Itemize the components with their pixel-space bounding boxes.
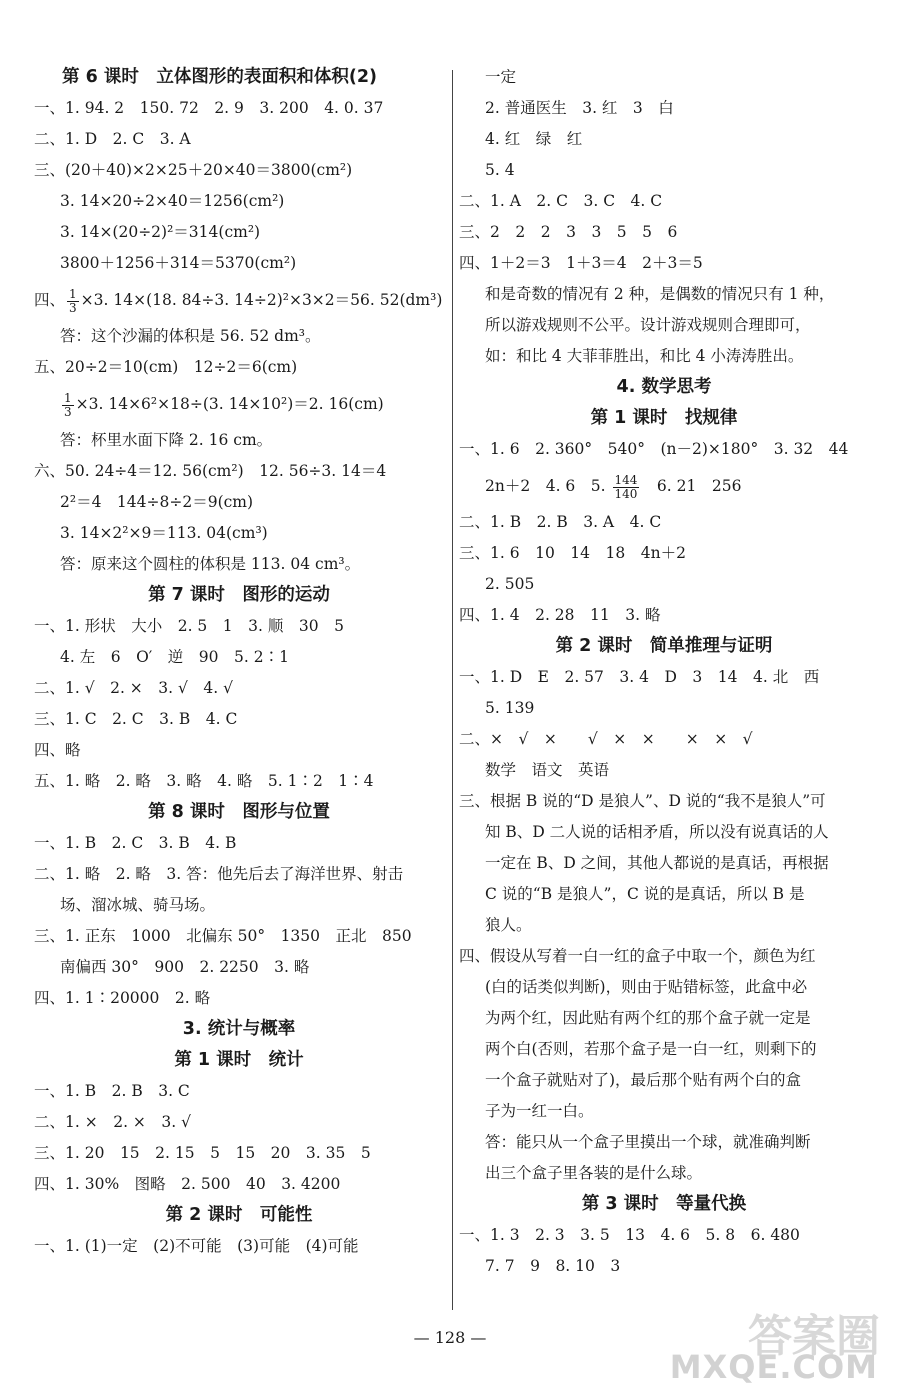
answer-line: 3. 14×20÷2×40＝1256(cm²) bbox=[60, 192, 285, 210]
answer-line: 一、1. (1)一定 (2)不可能 (3)可能 (4)可能 bbox=[34, 1237, 359, 1255]
answer-line: 一、1. 3 2. 3 3. 5 13 4. 6 5. 8 6. 480 bbox=[459, 1226, 800, 1244]
answer-line: 一定 bbox=[485, 68, 517, 86]
answer-line: 三、1. 正东 1000 北偏东 50° 1350 正北 850 bbox=[34, 927, 412, 945]
answer-line bbox=[459, 465, 869, 507]
line-text: 6. 21 256 bbox=[641, 477, 742, 495]
section-heading: 第 8 课时 图形与位置 bbox=[148, 802, 330, 822]
section-heading: 第 1 课时 找规律 bbox=[590, 408, 738, 428]
answer-line: 4. 左 6 O′ 逆 90 5. 2∶1 bbox=[60, 648, 289, 666]
answer-line: 二、× √ × √ × × × × √ bbox=[459, 730, 753, 748]
section-heading: 第 6 课时 立体图形的表面积和体积(2) bbox=[62, 67, 378, 87]
answer-line: 六、50. 24÷4＝12. 56(cm²) 12. 56÷3. 14＝4 bbox=[34, 462, 387, 480]
answer-line: 四、假设从写着一白一红的盒子中取一个，颜色为红 bbox=[459, 947, 816, 965]
answer-line: (白的话类似判断)，则由于贴错标签，此盒中必 bbox=[485, 978, 808, 996]
answer-line: 三、1. C 2. C 3. B 4. C bbox=[34, 710, 238, 728]
column-divider bbox=[452, 70, 453, 1310]
answer-line: C 说的“B 是狼人”，C 说的是真话，所以 B 是 bbox=[485, 885, 805, 903]
answer-line: 答：这个沙漏的体积是 56. 52 dm³。 bbox=[60, 327, 321, 345]
answer-line: 2. 普通医生 3. 红 3 白 bbox=[485, 99, 674, 117]
line-prefix: 四、 bbox=[34, 291, 66, 309]
fraction-denominator: 140 bbox=[614, 486, 638, 501]
answer-line: 一、1. B 2. B 3. C bbox=[34, 1082, 190, 1100]
answer-line: 场、溜冰城、骑马场。 bbox=[60, 896, 216, 914]
section-heading: 第 1 课时 统计 bbox=[174, 1050, 304, 1070]
answer-line: 二、1. 略 2. 略 3. 答：他先后去了海洋世界、射击 bbox=[34, 865, 404, 883]
answer-line: 和是奇数的情况有 2 种，是偶数的情况只有 1 种， bbox=[485, 285, 835, 303]
answer-line: 二、1. B 2. B 3. A 4. C bbox=[459, 513, 662, 531]
answer-line: 2²＝4 144÷8÷2＝9(cm) bbox=[60, 493, 254, 511]
answer-line: 一、1. B 2. C 3. B 4. B bbox=[34, 834, 237, 852]
left-column bbox=[34, 62, 444, 1262]
answer-line: 四、1. 4 2. 28 11 3. 略 bbox=[459, 606, 661, 624]
fraction bbox=[613, 474, 640, 501]
fraction-numerator: 1 bbox=[64, 390, 72, 405]
answer-line: 5. 4 bbox=[485, 161, 515, 179]
answer-line: 三、1. 20 15 2. 15 5 15 20 3. 35 5 bbox=[34, 1144, 371, 1162]
answer-line: 三、根据 B 说的“D 是狼人”、D 说的“我不是狼人”可 bbox=[459, 792, 826, 810]
answer-line: 两个白(否则，若那个盒子是一白一红，则剩下的 bbox=[485, 1040, 817, 1058]
section-heading: 第 2 课时 简单推理与证明 bbox=[555, 636, 773, 656]
line-text: ×3. 14×6²×18÷(3. 14×10²)＝2. 16(cm) bbox=[75, 395, 384, 413]
answer-line: 四、1. 30% 图略 2. 500 40 3. 4200 bbox=[34, 1175, 341, 1193]
right-column bbox=[459, 62, 869, 1282]
answer-line: 答：原来这个圆柱的体积是 113. 04 cm³。 bbox=[60, 555, 361, 573]
fraction-denominator: 3 bbox=[69, 300, 77, 315]
watermark-url: MXQE.COM bbox=[669, 1348, 878, 1386]
answer-line: 5. 139 bbox=[485, 699, 535, 717]
answer-line: 一、1. 形状 大小 2. 5 1 3. 顺 30 5 bbox=[34, 617, 344, 635]
answer-line: 3. 14×2²×9＝113. 04(cm³) bbox=[60, 524, 268, 542]
answer-line: 五、20÷2＝10(cm) 12÷2＝6(cm) bbox=[34, 358, 298, 376]
answer-line: 7. 7 9 8. 10 3 bbox=[485, 1257, 621, 1275]
answer-line: 四、1＋2＝3 1＋3＝4 2＋3＝5 bbox=[459, 254, 703, 272]
answer-line: 二、1. A 2. C 3. C 4. C bbox=[459, 192, 663, 210]
answer-line: 数学 语文 英语 bbox=[485, 761, 610, 779]
fraction-numerator: 1 bbox=[69, 286, 77, 301]
answer-line: 二、1. D 2. C 3. A bbox=[34, 130, 191, 148]
answer-line: 4. 红 绿 红 bbox=[485, 130, 583, 148]
fraction-denominator: 3 bbox=[64, 404, 72, 419]
answer-line: 答：杯里水面下降 2. 16 cm。 bbox=[60, 431, 273, 449]
answer-line: 三、1. 6 10 14 18 4n＋2 bbox=[459, 544, 686, 562]
answer-line: 二、1. √ 2. × 3. √ 4. √ bbox=[34, 679, 233, 697]
page-number: — 128 — bbox=[413, 1328, 487, 1347]
answer-line: 2. 505 bbox=[485, 575, 535, 593]
answer-line: 狼人。 bbox=[485, 916, 532, 934]
answer-line: 一个盒子就贴对了)，最后那个贴有两个白的盒 bbox=[485, 1071, 802, 1089]
answer-line bbox=[34, 383, 444, 425]
answer-line: 如：和比 4 大菲菲胜出，和比 4 小涛涛胜出。 bbox=[485, 347, 804, 365]
section-heading: 3. 统计与概率 bbox=[182, 1019, 296, 1039]
line-prefix: 2n＋2 4. 6 5. bbox=[485, 477, 611, 495]
answer-line: 三、(20＋40)×2×25＋20×40＝3800(cm²) bbox=[34, 161, 353, 179]
fraction-numerator: 144 bbox=[614, 472, 638, 487]
answer-line: 三、2 2 2 3 3 5 5 6 bbox=[459, 223, 678, 241]
answer-line bbox=[34, 279, 444, 321]
section-heading: 第 2 课时 可能性 bbox=[165, 1205, 313, 1225]
answer-line: 一、1. D E 2. 57 3. 4 D 3 14 4. 北 西 bbox=[459, 668, 820, 686]
fraction bbox=[67, 288, 79, 315]
answer-line: 五、1. 略 2. 略 3. 略 4. 略 5. 1∶2 1∶4 bbox=[34, 772, 374, 790]
watermark-logo: 答案圈 bbox=[748, 1311, 880, 1362]
answer-line: 知 B、D 二人说的话相矛盾，所以没有说真话的人 bbox=[485, 823, 829, 841]
section-heading: 第 7 课时 图形的运动 bbox=[148, 585, 330, 605]
answer-line: 一、1. 6 2. 360° 540° (n－2)×180° 3. 32 44 bbox=[459, 440, 849, 458]
answer-line: 二、1. × 2. × 3. √ bbox=[34, 1113, 191, 1131]
section-heading: 第 3 课时 等量代换 bbox=[581, 1194, 747, 1214]
answer-line: 为两个红，因此贴有两个红的那个盒子就一定是 bbox=[485, 1009, 811, 1027]
answer-line: 3. 14×(20÷2)²＝314(cm²) bbox=[60, 223, 261, 241]
answer-line: 四、1. 1∶20000 2. 略 bbox=[34, 989, 211, 1007]
answer-line: 所以游戏规则不公平。设计游戏规则合理即可， bbox=[485, 316, 811, 334]
answer-line: 答：能只从一个盒子里摸出一个球，就准确判断 bbox=[485, 1133, 811, 1151]
answer-line: 一定在 B、D 之间，其他人都说的是真话，再根据 bbox=[485, 854, 829, 872]
answer-line: 一、1. 94. 2 150. 72 2. 9 3. 200 4. 0. 37 bbox=[34, 99, 384, 117]
fraction bbox=[62, 392, 74, 419]
answer-line: 四、略 bbox=[34, 741, 81, 759]
answer-line: 3800＋1256＋314＝5370(cm²) bbox=[60, 254, 297, 272]
section-heading: 4. 数学思考 bbox=[616, 377, 712, 397]
answer-line: 子为一红一白。 bbox=[485, 1102, 594, 1120]
line-text: ×3. 14×(18. 84÷3. 14÷2)²×3×2＝56. 52(dm³) bbox=[80, 291, 443, 309]
answer-line: 南偏西 30° 900 2. 2250 3. 略 bbox=[60, 958, 310, 976]
answer-line: 出三个盒子里各装的是什么球。 bbox=[485, 1164, 703, 1182]
